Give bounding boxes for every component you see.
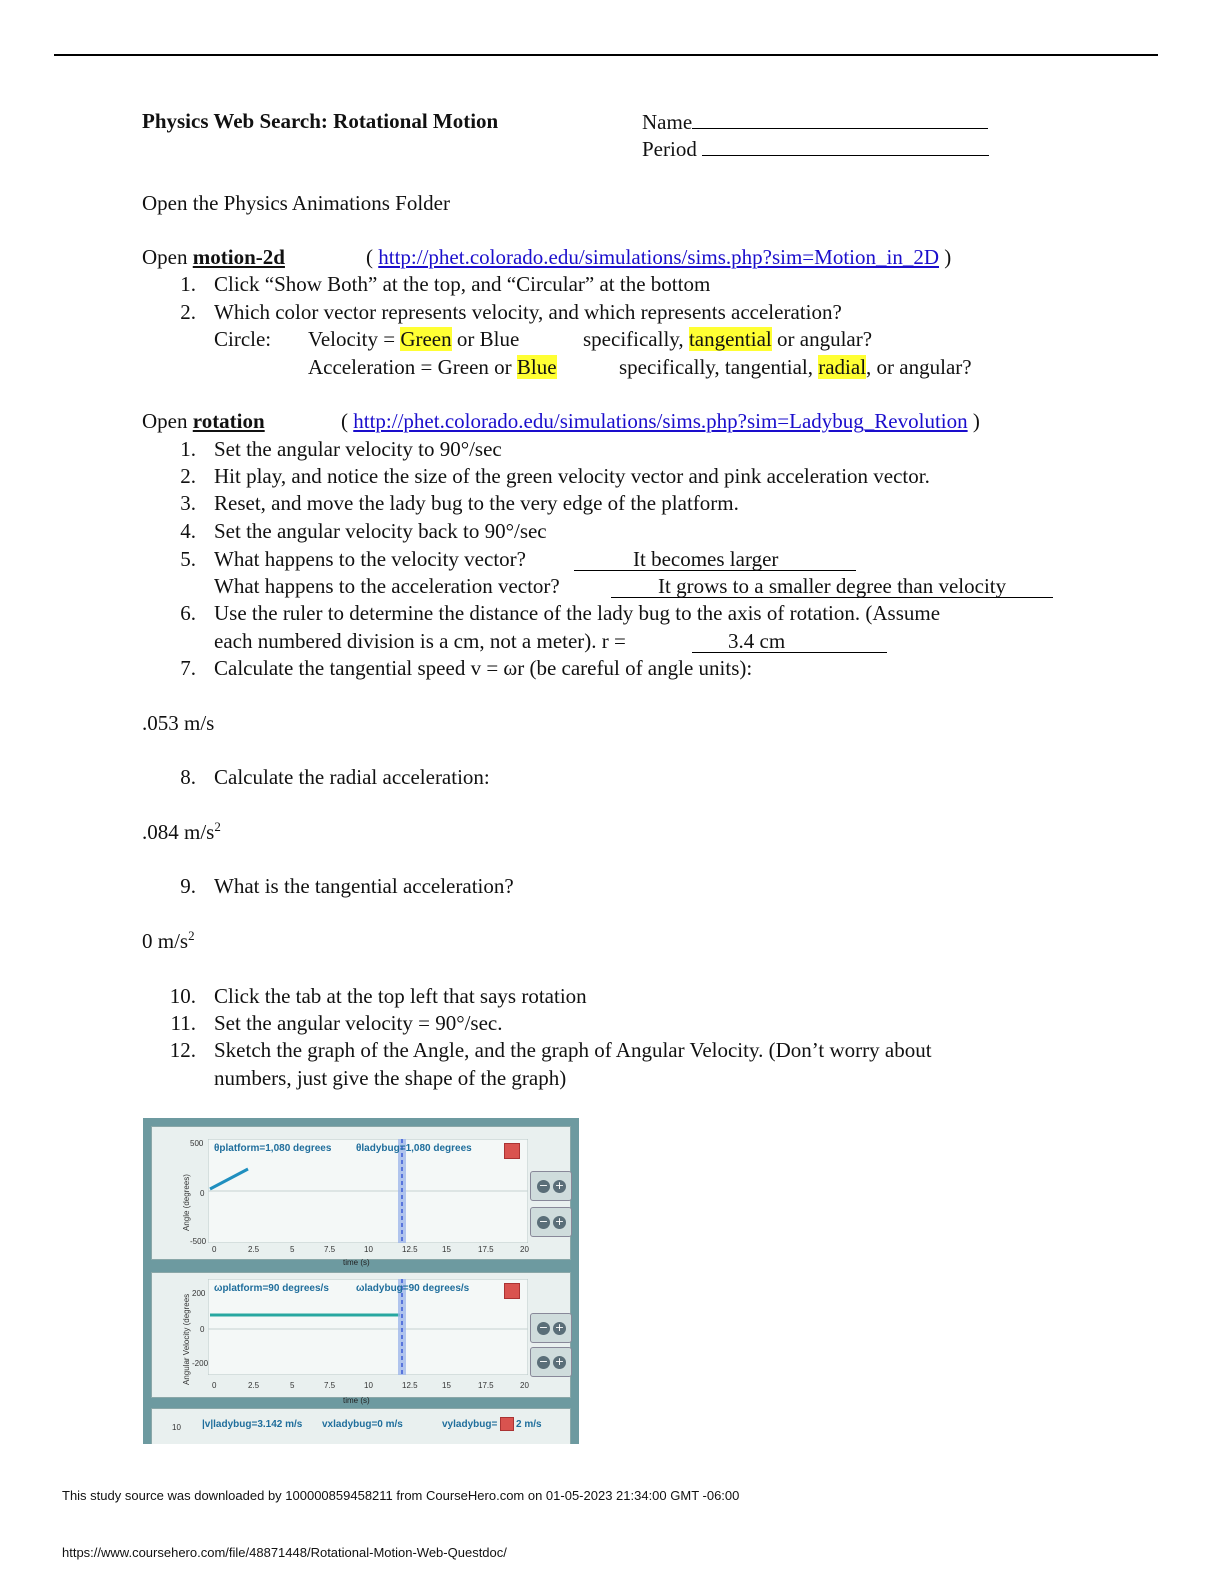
angle-plot bbox=[208, 1139, 528, 1243]
q5b-answer: It grows to a smaller degree than velocity bbox=[658, 574, 1007, 598]
item-number: 9. bbox=[180, 874, 196, 898]
item-number: 12. bbox=[169, 1038, 196, 1062]
x-tick: 15 bbox=[442, 1381, 451, 1390]
intro-text: Open the Physics Animations Folder bbox=[142, 191, 450, 215]
item-number: 11. bbox=[170, 1011, 196, 1035]
y-tick: -200 bbox=[192, 1359, 209, 1368]
x-tick: 17.5 bbox=[478, 1381, 494, 1390]
x-tick: 7.5 bbox=[324, 1245, 336, 1254]
platform-omega-readout: ωplatform=90 degrees/s bbox=[214, 1283, 329, 1294]
x-tick: 10 bbox=[364, 1381, 373, 1390]
close-icon[interactable] bbox=[504, 1283, 520, 1299]
highlight-tangential: tangential bbox=[688, 327, 772, 351]
highlight-green: Green bbox=[400, 327, 452, 351]
y-tick: 500 bbox=[190, 1139, 204, 1148]
spec-text: specifically, tangential, bbox=[619, 355, 819, 379]
zoom-out-icon[interactable]: − bbox=[538, 1179, 549, 1192]
velocity-readout-row bbox=[151, 1408, 571, 1444]
zoom-out-icon[interactable]: − bbox=[538, 1215, 549, 1228]
answer-value: 0 m/s bbox=[142, 929, 189, 953]
velocity-mid: or Blue bbox=[451, 327, 520, 351]
item-text: Set the angular velocity to 90°/sec bbox=[214, 437, 502, 461]
answer-9 bbox=[142, 928, 195, 955]
y-tick: 200 bbox=[192, 1289, 206, 1298]
item-text: Hit play, and notice the size of the green velocity vector and pink acceleration vector. bbox=[214, 464, 930, 488]
x-tick: 17.5 bbox=[478, 1245, 494, 1254]
item-text: What happens to the velocity vector? bbox=[214, 547, 526, 571]
angular-velocity-axis-label: Angular Velocity (degrees bbox=[182, 1293, 191, 1385]
zoom-control-horizontal[interactable] bbox=[530, 1207, 572, 1237]
open-prefix: Open bbox=[142, 245, 193, 269]
x-axis-label: time (s) bbox=[343, 1396, 370, 1405]
y-tick: 10 bbox=[172, 1423, 181, 1432]
velocity-spec bbox=[583, 326, 872, 353]
angle-graph-panel bbox=[151, 1126, 571, 1260]
y-tick: 0 bbox=[200, 1189, 205, 1198]
sim-name: motion-2d bbox=[192, 245, 285, 269]
tail-text: or angular? bbox=[771, 327, 873, 351]
x-tick: 12.5 bbox=[402, 1245, 418, 1254]
vy-readout: vyladybug= bbox=[442, 1419, 498, 1430]
acceleration-line bbox=[308, 354, 557, 381]
close-icon[interactable] bbox=[504, 1143, 520, 1159]
name-blank bbox=[692, 108, 988, 129]
item-text: Click the tab at the top left that says rotation bbox=[214, 984, 587, 1008]
item-number: 3. bbox=[180, 491, 196, 515]
x-tick: 20 bbox=[520, 1245, 529, 1254]
x-tick: 20 bbox=[520, 1381, 529, 1390]
zoom-control-vertical[interactable] bbox=[530, 1171, 572, 1201]
highlight-blue: Blue bbox=[516, 355, 557, 379]
name-field bbox=[642, 108, 988, 136]
zoom-in-icon[interactable]: + bbox=[554, 1179, 565, 1192]
tail-text: , or angular? bbox=[866, 355, 972, 379]
zoom-in-icon[interactable]: + bbox=[554, 1215, 565, 1228]
vy-value: 2 m/s bbox=[516, 1419, 542, 1430]
zoom-control-vertical[interactable] bbox=[530, 1313, 572, 1343]
top-rule bbox=[54, 54, 1158, 56]
x-tick: 15 bbox=[442, 1245, 451, 1254]
x-tick: 0 bbox=[212, 1381, 217, 1390]
source-url: https://www.coursehero.com/file/48871448/Rotational-Motion-Web-Questdoc/ bbox=[62, 1545, 507, 1560]
item-number: 6. bbox=[180, 601, 196, 625]
acceleration-spec bbox=[619, 354, 972, 381]
y-tick: -500 bbox=[190, 1237, 207, 1246]
zoom-control-horizontal[interactable] bbox=[530, 1347, 572, 1377]
q5-answer: It becomes larger bbox=[633, 547, 779, 571]
ladybug-omega-readout: ωladybug=90 degrees/s bbox=[356, 1283, 470, 1294]
rotation-link[interactable]: http://phet.colorado.edu/simulations/sims.php?sim=Ladybug_Revolution bbox=[353, 409, 968, 433]
section2-url-line bbox=[341, 408, 980, 435]
vx-readout: vxladybug=0 m/s bbox=[322, 1419, 403, 1430]
x-tick: 10 bbox=[364, 1245, 373, 1254]
item-number: 5. bbox=[180, 547, 196, 571]
angular-velocity-graph-panel bbox=[151, 1272, 571, 1398]
item-text: Sketch the graph of the Angle, and the graph of Angular Velocity. (Don’t worry about bbox=[214, 1038, 932, 1062]
q6-line2: each numbered division is a cm, not a meter). r = bbox=[214, 629, 626, 653]
item-text: Calculate the radial acceleration: bbox=[214, 765, 490, 789]
exponent: 2 bbox=[214, 819, 221, 834]
item-number: 8. bbox=[180, 765, 196, 789]
x-tick: 2.5 bbox=[248, 1245, 260, 1254]
item-text: Reset, and move the lady bug to the very edge of the platform. bbox=[214, 491, 739, 515]
item-text: Use the ruler to determine the distance of the lady bug to the axis of rotation. (Assume bbox=[214, 601, 941, 625]
period-field bbox=[642, 135, 989, 163]
x-tick: 12.5 bbox=[402, 1381, 418, 1390]
paren-close: ) bbox=[967, 409, 980, 433]
item-text: Set the angular velocity back to 90°/sec bbox=[214, 519, 547, 543]
zoom-out-icon[interactable]: − bbox=[538, 1321, 549, 1334]
speed-readout: |v|ladybug=3.142 m/s bbox=[202, 1419, 303, 1430]
q5b-answer-line bbox=[611, 573, 1053, 598]
document-title: Physics Web Search: Rotational Motion bbox=[142, 109, 499, 133]
name-label: Name bbox=[642, 110, 693, 134]
simulation-graph-photo bbox=[143, 1118, 579, 1444]
item-number: 2. bbox=[180, 464, 196, 488]
circle-label: Circle: bbox=[214, 327, 272, 351]
sim-name: rotation bbox=[192, 409, 265, 433]
acceleration-prefix: Acceleration = Green or bbox=[308, 355, 517, 379]
velocity-line bbox=[308, 326, 519, 353]
period-blank bbox=[702, 135, 989, 156]
item-text: Calculate the tangential speed v = ωr (be careful of angle units): bbox=[214, 656, 753, 680]
spec-text: specifically, bbox=[583, 327, 689, 351]
x-axis-label: time (s) bbox=[343, 1258, 370, 1267]
paren-close: ) bbox=[939, 245, 952, 269]
close-icon[interactable] bbox=[500, 1417, 514, 1431]
section2-heading bbox=[142, 408, 265, 435]
item-number: 2. bbox=[180, 300, 196, 324]
y-tick: 0 bbox=[200, 1325, 205, 1334]
zoom-in-icon[interactable]: + bbox=[554, 1355, 565, 1368]
item-number: 1. bbox=[180, 437, 196, 461]
x-tick: 7.5 bbox=[324, 1381, 336, 1390]
exponent: 2 bbox=[188, 928, 195, 943]
item-number: 4. bbox=[180, 519, 196, 543]
q12-line2: numbers, just give the shape of the graph) bbox=[214, 1066, 567, 1090]
answer-8 bbox=[142, 819, 221, 846]
section1-url-line bbox=[366, 244, 951, 271]
answer-value: .084 m/s bbox=[142, 820, 215, 844]
highlight-radial: radial bbox=[818, 355, 867, 379]
open-prefix: Open bbox=[142, 409, 193, 433]
ladybug-angle-readout: θladybug=1,080 degrees bbox=[356, 1143, 472, 1154]
item-text: Set the angular velocity = 90°/sec. bbox=[214, 1011, 503, 1035]
angle-axis-label: Angle (degrees) bbox=[182, 1174, 191, 1231]
item-number: 1. bbox=[180, 272, 196, 296]
paren-open: ( bbox=[341, 409, 354, 433]
zoom-out-icon[interactable]: − bbox=[538, 1355, 549, 1368]
x-tick: 2.5 bbox=[248, 1381, 260, 1390]
zoom-in-icon[interactable]: + bbox=[554, 1321, 565, 1334]
q5-answer-line bbox=[574, 546, 856, 571]
motion-2d-link[interactable]: http://phet.colorado.edu/simulations/sims.php?sim=Motion_in_2D bbox=[378, 245, 939, 269]
item-number: 10. bbox=[169, 984, 196, 1008]
velocity-prefix: Velocity = bbox=[308, 327, 401, 351]
answer-7: .053 m/s bbox=[142, 711, 215, 735]
download-notice: This study source was downloaded by 100000859458211 from CourseHero.com on 01-05-2023 21:34:00 GMT -06:00 bbox=[62, 1488, 740, 1503]
q6-answer-line bbox=[692, 628, 887, 653]
item-text: Click “Show Both” at the top, and “Circular” at the bottom bbox=[214, 272, 711, 296]
q6-answer: 3.4 cm bbox=[728, 629, 786, 653]
paren-open: ( bbox=[366, 245, 379, 269]
item-text: What is the tangential acceleration? bbox=[214, 874, 514, 898]
item-number: 7. bbox=[180, 656, 196, 680]
item-text: Which color vector represents velocity, and which represents acceleration? bbox=[214, 300, 842, 324]
period-label: Period bbox=[642, 137, 697, 161]
q5b-text: What happens to the acceleration vector? bbox=[214, 574, 560, 598]
x-tick: 5 bbox=[290, 1381, 295, 1390]
section1-heading bbox=[142, 244, 285, 271]
platform-angle-readout: θplatform=1,080 degrees bbox=[214, 1143, 332, 1154]
x-tick: 0 bbox=[212, 1245, 217, 1254]
x-tick: 5 bbox=[290, 1245, 295, 1254]
